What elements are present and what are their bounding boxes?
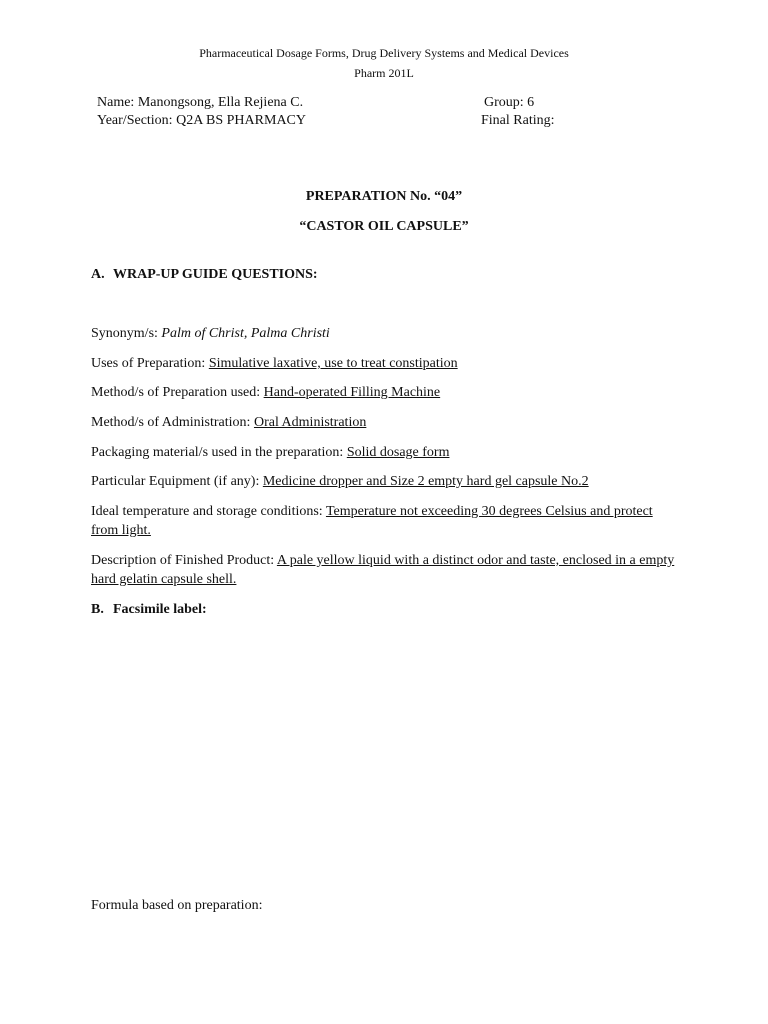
preparation-name: “CASTOR OIL CAPSULE” bbox=[299, 219, 469, 234]
method-preparation-line bbox=[91, 383, 691, 402]
name-value: Manongsong, Ella Rejiena C. bbox=[137, 95, 304, 110]
section-b-heading bbox=[91, 602, 207, 618]
method-administration-value: Oral Administration bbox=[253, 415, 367, 430]
student-section bbox=[97, 113, 306, 129]
preparation-number: PREPARATION No. “04” bbox=[305, 189, 463, 204]
final-rating: Final Rating: bbox=[481, 113, 555, 128]
section-label: Year/Section: bbox=[97, 113, 173, 128]
formula-label: Formula based on preparation: bbox=[91, 898, 263, 913]
section-value: Q2A BS PHARMACY bbox=[176, 113, 307, 128]
description-line bbox=[91, 551, 681, 589]
uses-label: Uses of Preparation: bbox=[91, 356, 206, 371]
storage-label: Ideal temperature and storage conditions: bbox=[91, 504, 323, 519]
group-value: 6 bbox=[527, 95, 535, 110]
course-title: Pharmaceutical Dosage Forms, Drug Delivery Systems and Medical Devices bbox=[199, 46, 569, 60]
storage-line bbox=[91, 502, 666, 540]
section-b-letter: B. bbox=[91, 602, 104, 617]
description-value: A pale yellow liquid with a distinct odor and taste, enclosed in a empty hard gelatin capsule shell. bbox=[91, 553, 675, 587]
student-name bbox=[97, 95, 303, 111]
uses-line bbox=[91, 354, 691, 373]
uses-value: Simulative laxative, use to treat constipation bbox=[208, 356, 458, 371]
storage-value: Temperature not exceeding 30 degrees Celsius and protect from light. bbox=[91, 504, 653, 538]
course-code: Pharm 201L bbox=[354, 66, 414, 80]
packaging-value: Solid dosage form bbox=[346, 445, 450, 460]
section-a-letter: A. bbox=[91, 267, 105, 282]
equipment-line bbox=[91, 472, 691, 491]
method-preparation-label: Method/s of Preparation used: bbox=[91, 385, 261, 400]
student-group bbox=[484, 95, 534, 111]
method-administration-line bbox=[91, 413, 691, 432]
method-preparation-value: Hand-operated Filling Machine bbox=[263, 385, 441, 400]
equipment-label: Particular Equipment (if any): bbox=[91, 474, 260, 489]
name-label: Name: bbox=[97, 95, 135, 110]
section-a-title: WRAP-UP GUIDE QUESTIONS: bbox=[113, 267, 318, 282]
section-a-heading bbox=[91, 267, 318, 283]
group-label: Group: bbox=[484, 95, 524, 110]
packaging-line bbox=[91, 443, 691, 462]
synonym-value: Palm of Christ, Palma Christi bbox=[161, 326, 330, 341]
synonym-line bbox=[91, 324, 691, 343]
packaging-label: Packaging material/s used in the preparation: bbox=[91, 445, 344, 460]
description-label: Description of Finished Product: bbox=[91, 553, 275, 568]
section-b-title: Facsimile label: bbox=[113, 602, 207, 617]
synonym-label: Synonym/s: bbox=[91, 326, 158, 341]
equipment-value: Medicine dropper and Size 2 empty hard gel capsule No.2 bbox=[262, 474, 589, 489]
method-administration-label: Method/s of Administration: bbox=[91, 415, 251, 430]
